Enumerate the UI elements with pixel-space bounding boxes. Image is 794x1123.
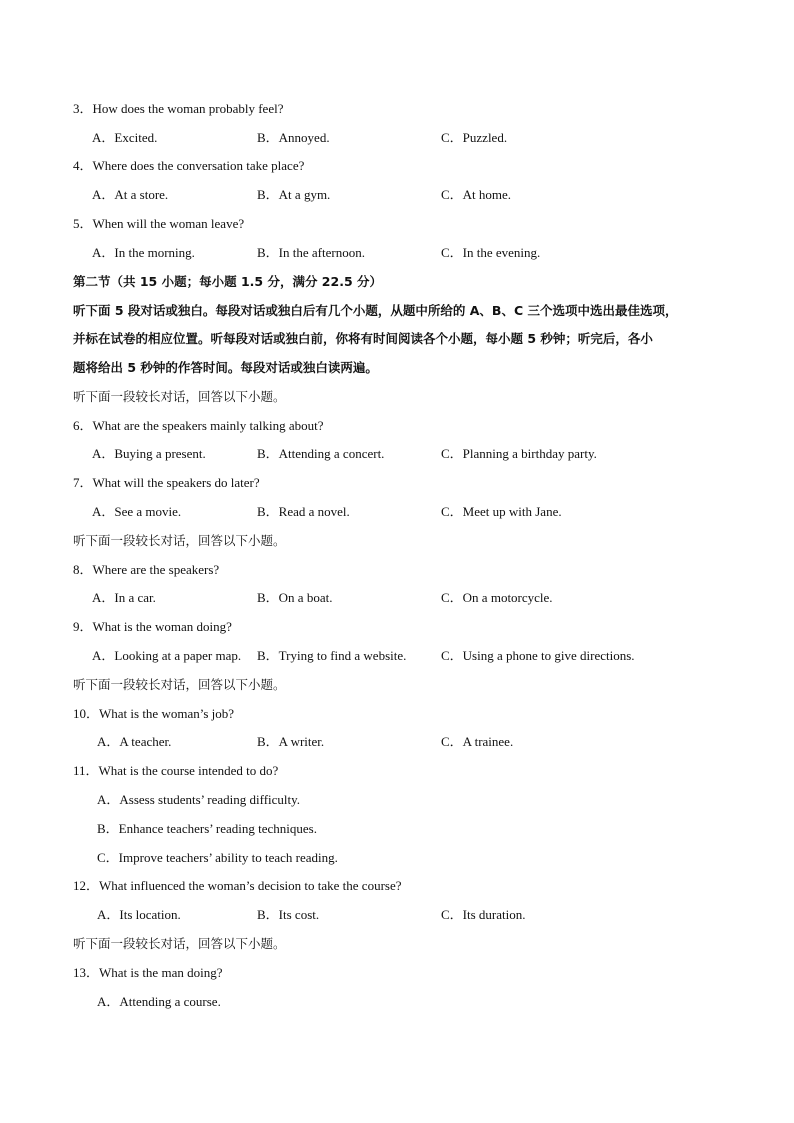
question-13-option-a: A．Attending a course. (97, 994, 221, 1009)
question-4-option-b: B．At a gym. (257, 187, 331, 202)
question-11-stem: 11．What is the course intended to do? (73, 763, 279, 778)
question-13-stem: 13．What is the man doing? (73, 965, 223, 980)
question-12-option-c: C．Its duration. (441, 907, 526, 922)
question-6-option-a: A．Buying a present. (92, 446, 206, 461)
question-11-option-c: C．Improve teachers’ ability to teach reading. (97, 850, 338, 865)
question-10-option-c: C．A trainee. (441, 734, 514, 749)
question-10-stem: 10．What is the woman’s job? (73, 706, 235, 721)
question-12-stem: 12．What influenced the woman’s decision to take the course? (73, 878, 402, 893)
question-9-option-b: B．Trying to find a website. (257, 648, 407, 663)
section-2-title: 第二节（共 15 小题；每小题 1.5 分，满分 22.5 分） (73, 274, 382, 289)
question-5-stem: 5．When will the woman leave? (73, 216, 245, 231)
question-7-option-b: B．Read a novel. (257, 504, 350, 519)
section-2-instructions-line-1: 听下面 5 段对话或独白。每段对话或独白后有几个小题，从题中所给的 A、B、C 三个选项中选出最佳选项， (73, 303, 678, 318)
question-4-option-a: A．At a store. (92, 187, 169, 202)
section-2-instructions-line-3: 题将给出 5 秒钟的作答时间。每段对话或独白读两遍。 (73, 360, 378, 375)
question-4-option-c: C．At home. (441, 187, 512, 202)
question-8-option-a: A．In a car. (92, 590, 156, 605)
question-3-stem: 3．How does the woman probably feel? (73, 101, 284, 116)
question-8-option-c: C．On a motorcycle. (441, 590, 553, 605)
question-10-option-b: B．A writer. (257, 734, 325, 749)
question-12-option-a: A．Its location. (97, 907, 181, 922)
question-10-option-a: A．A teacher. (97, 734, 172, 749)
question-7-option-c: C．Meet up with Jane. (441, 504, 562, 519)
question-4-stem: 4．Where does the conversation take place? (73, 158, 305, 173)
question-6-option-c: C．Planning a birthday party. (441, 446, 597, 461)
question-11-option-a: A．Assess students’ reading difficulty. (97, 792, 301, 807)
listening-prompt: 听下面一段较长对话，回答以下小题。 (73, 677, 286, 692)
listening-prompt: 听下面一段较长对话，回答以下小题。 (73, 389, 286, 404)
question-3-option-b: B．Annoyed. (257, 130, 330, 145)
listening-prompt: 听下面一段较长对话，回答以下小题。 (73, 936, 286, 951)
question-9-option-a: A．Looking at a paper map. (92, 648, 242, 663)
question-7-stem: 7．What will the speakers do later? (73, 475, 260, 490)
question-8-stem: 8．Where are the speakers? (73, 562, 220, 577)
section-2-instructions-line-2: 并标在试卷的相应位置。听每段对话或独白前，你将有时间阅读各个小题，每小题 5 秒钟；听完后，各小 (73, 331, 653, 346)
question-11-option-b: B．Enhance teachers’ reading techniques. (97, 821, 317, 836)
question-5-option-c: C．In the evening. (441, 245, 541, 260)
question-12-option-b: B．Its cost. (257, 907, 320, 922)
question-7-option-a: A．See a movie. (92, 504, 182, 519)
listening-prompt: 听下面一段较长对话，回答以下小题。 (73, 533, 286, 548)
question-5-option-b: B．In the afternoon. (257, 245, 365, 260)
question-3-option-c: C．Puzzled. (441, 130, 508, 145)
question-9-stem: 9．What is the woman doing? (73, 619, 232, 634)
question-6-stem: 6．What are the speakers mainly talking about? (73, 418, 324, 433)
question-8-option-b: B．On a boat. (257, 590, 333, 605)
question-9-option-c: C．Using a phone to give directions. (441, 648, 635, 663)
question-3-option-a: A．Excited. (92, 130, 158, 145)
question-5-option-a: A．In the morning. (92, 245, 195, 260)
question-6-option-b: B．Attending a concert. (257, 446, 385, 461)
